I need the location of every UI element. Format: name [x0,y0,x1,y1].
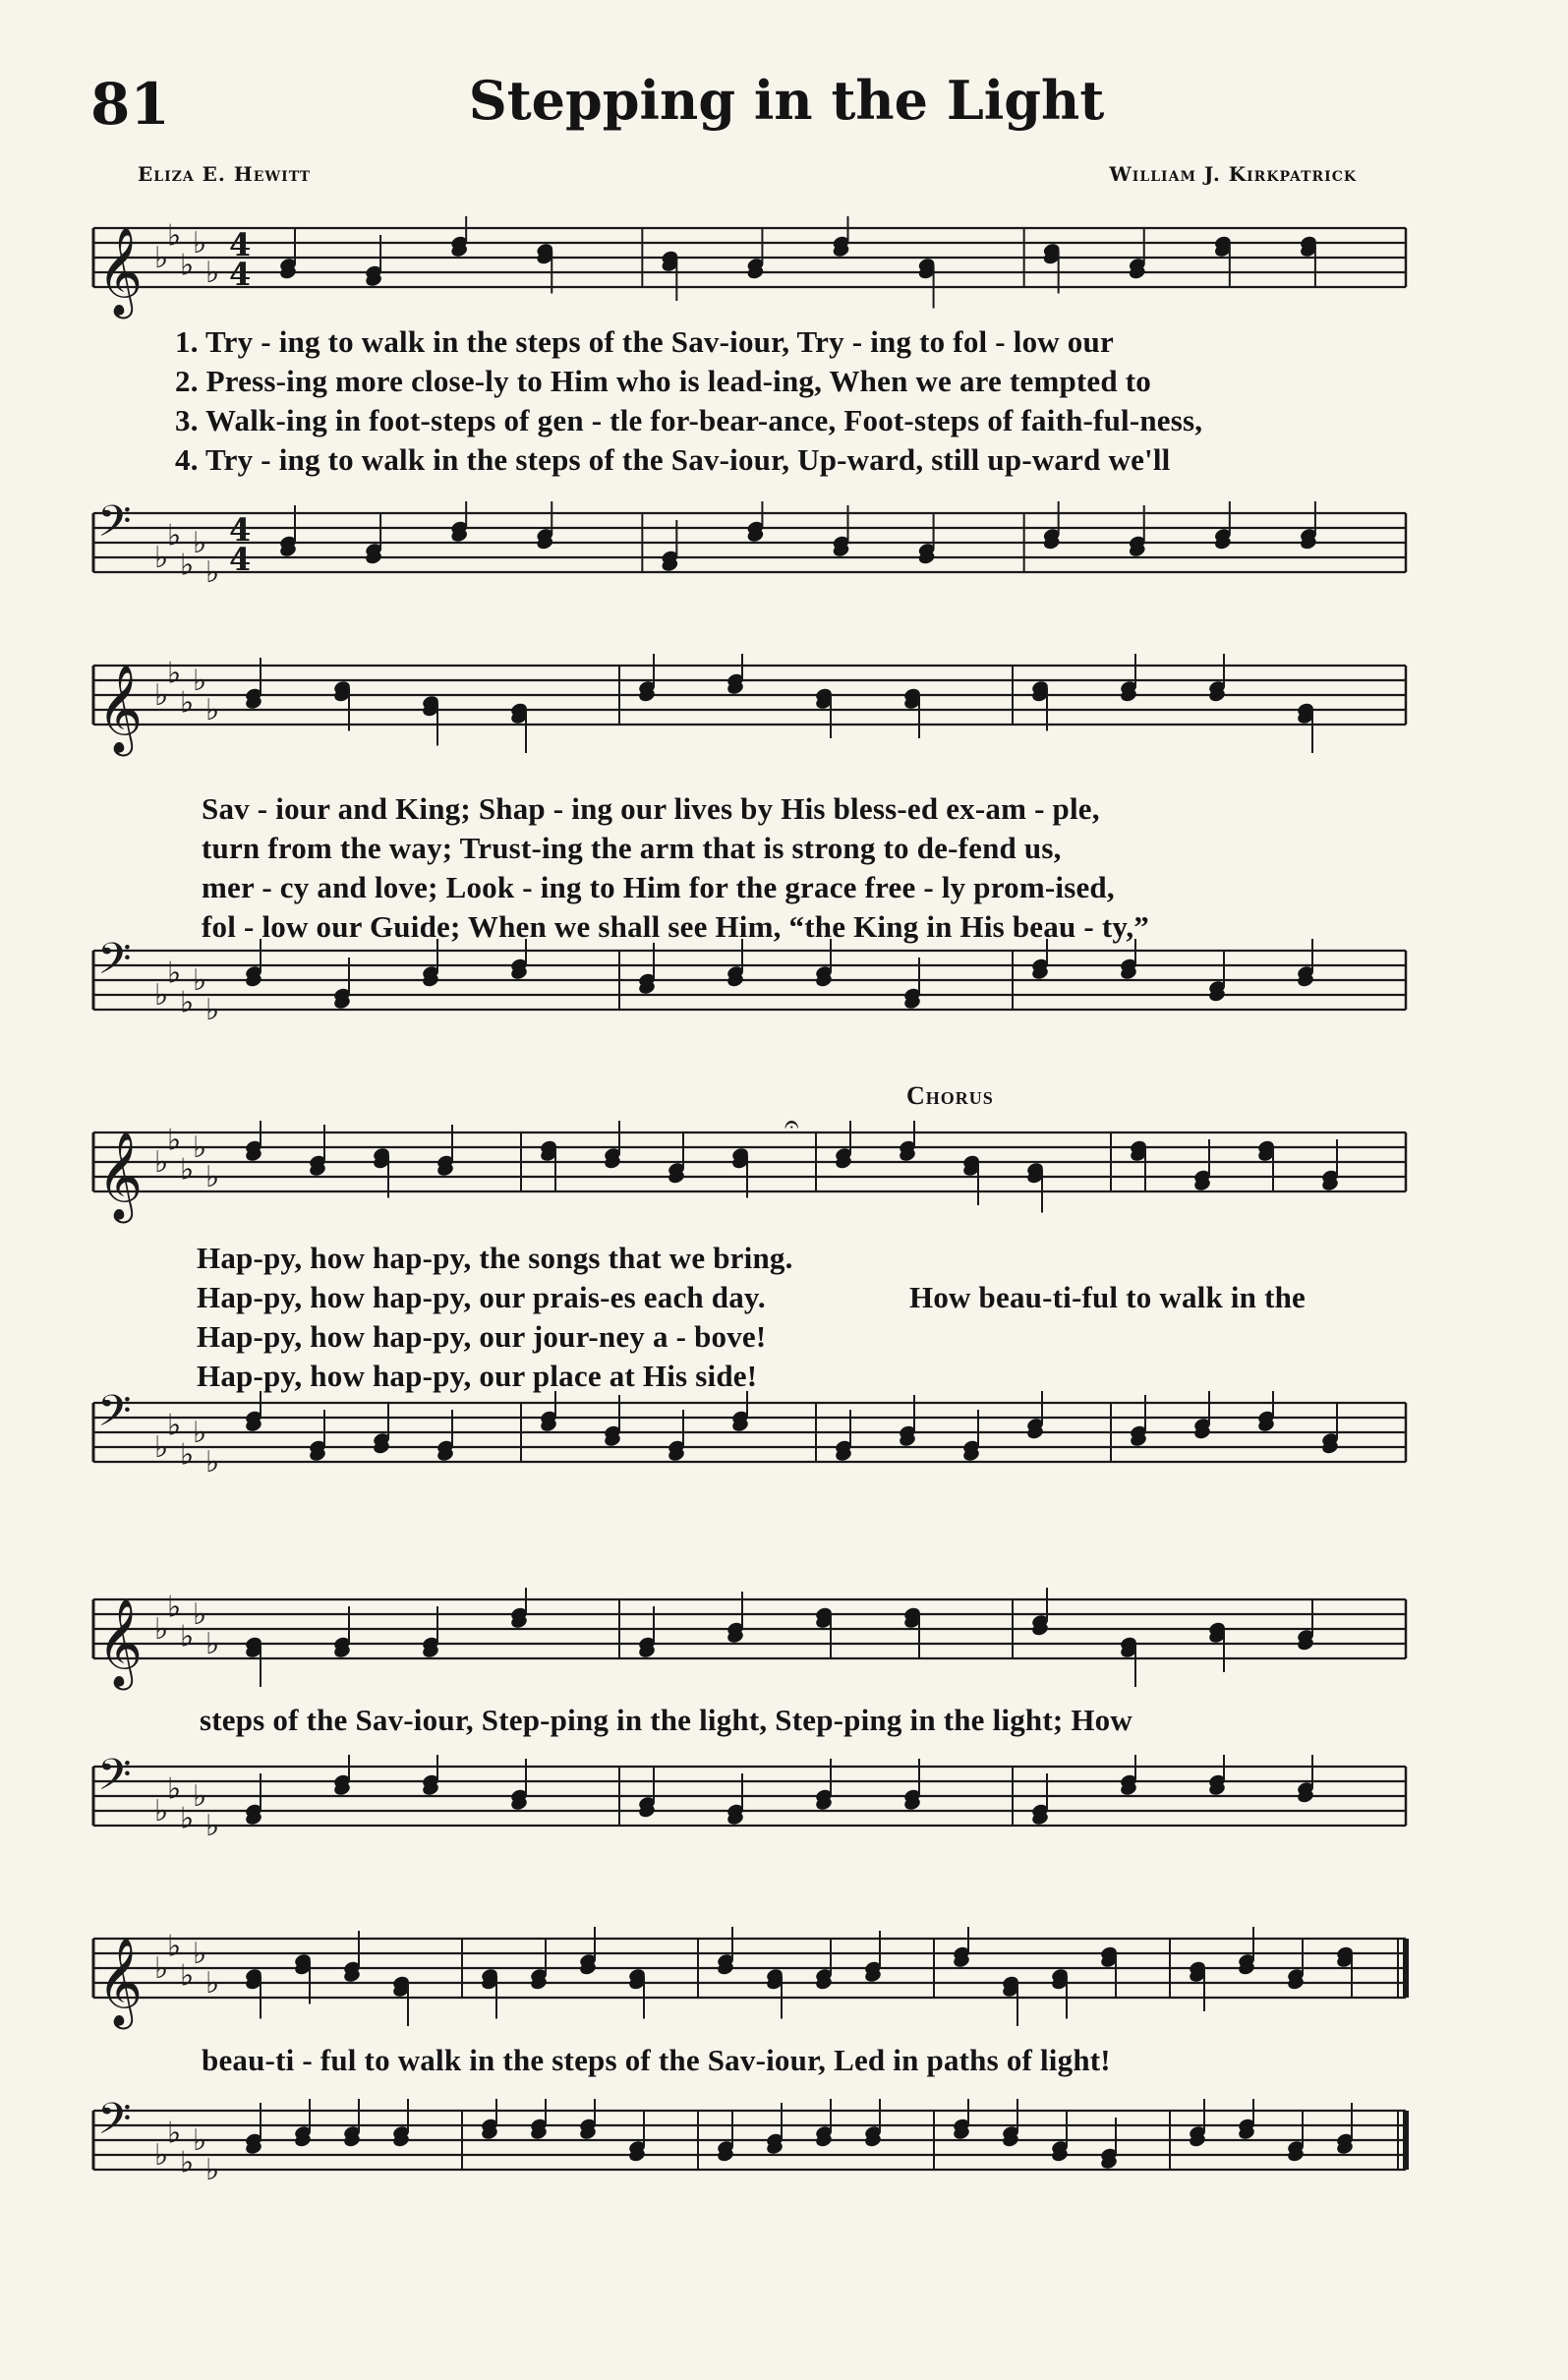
flat-icon: ♭ [180,1958,195,1994]
hymn-title: Stepping in the Light [468,69,1105,132]
flat-icon: ♭ [205,1445,220,1480]
flat-icon: ♭ [167,956,182,991]
flat-icon: ♭ [154,541,169,575]
flat-icon: ♭ [180,1619,195,1654]
flat-icon: ♭ [154,1951,169,1986]
flat-icon: ♭ [180,2145,195,2180]
flat-icon: ♭ [193,1131,207,1165]
lyric-line: Sav - iour and King; Shap - ing our lives by His bless-ed ex-am - ple, [202,791,1100,826]
flat-icon: ♭ [193,664,207,698]
flat-icon: ♭ [205,993,220,1027]
flat-icon: ♭ [167,1408,182,1443]
time-signature-digit: 4 [229,541,252,578]
treble-clef-icon: 𝄞 [97,665,144,753]
lyric-line: 2. Press-ing more close-ly to Him who is lead-ing, When we are tempted to [175,364,1152,398]
flat-icon: ♭ [193,226,207,261]
flat-icon: ♭ [167,218,182,254]
lyric-line: turn from the way; Trust-ing the arm that is strong to de-fend us, [202,831,1062,865]
hymn-number: 81 [90,71,170,138]
flat-icon: ♭ [167,1929,182,1964]
lyric-line: fol - low our Guide; When we shall see Him, “the King in His beau - ty,” [202,909,1149,944]
treble-staff-5 [0,1927,1568,2035]
lyric-line: Hap-py, how hap-py, our prais-es each day. [197,1280,766,1314]
flat-icon: ♭ [154,2138,169,2173]
flat-icon: ♭ [180,548,195,583]
composer-credit: William J. Kirkpatrick [1109,162,1357,186]
flat-icon: ♭ [193,1779,207,1814]
flat-icon: ♭ [205,1809,220,1843]
flat-icon: ♭ [205,1966,220,2001]
bass-staff-5 [0,2099,1568,2207]
flat-icon: ♭ [154,1430,169,1465]
bass-staff-1 [0,501,1568,610]
treble-clef-icon: 𝄞 [97,227,144,316]
time-signature-digit: 4 [229,226,252,263]
flat-icon: ♭ [154,241,169,275]
bass-clef-icon: 𝄢 [97,1391,132,1447]
flat-icon: ♭ [180,1801,195,1836]
treble-staff-2 [0,654,1568,762]
lyric-line: mer - cy and love; Look - ing to Him for the grace free - ly prom-ised, [202,870,1115,904]
flat-icon: ♭ [167,2116,182,2151]
fermata-icon: 𝄐 [784,1121,799,1139]
flat-icon: ♭ [167,656,182,691]
flat-icon: ♭ [154,978,169,1013]
lyric-line: Hap-py, how hap-py, our place at His side! [197,1359,758,1393]
flat-icon: ♭ [193,1597,207,1632]
treble-clef-icon: 𝄞 [97,1598,144,1687]
flat-icon: ♭ [205,256,220,290]
flat-icon: ♭ [180,985,195,1020]
lyric-line: Hap-py, how hap-py, our jour-ney a - bove! [197,1319,767,1354]
bass-staff-2 [0,939,1568,1047]
bass-clef-icon: 𝄢 [97,501,132,557]
flat-icon: ♭ [154,678,169,713]
treble-staff-4 [0,1588,1568,1696]
treble-clef-icon: 𝄞 [97,1132,144,1220]
flat-icon: ♭ [180,1437,195,1473]
bass-clef-icon: 𝄢 [97,2099,132,2155]
flat-icon: ♭ [205,693,220,727]
bass-staff-3 [0,1391,1568,1499]
flat-icon: ♭ [180,1152,195,1188]
flat-icon: ♭ [180,685,195,721]
bass-staff-4 [0,1755,1568,1863]
treble-staff-3 [0,1121,1568,1229]
lyric-line: beau-ti - ful to walk in the steps of the Sav-iour, Led in paths of light! [202,2043,1111,2077]
lyric-line: 3. Walk-ing in foot-steps of gen - tle for-bear-ance, Foot-steps of faith-ful-ness, [175,403,1203,437]
treble-staff-1 [0,216,1568,324]
flat-icon: ♭ [205,555,220,590]
flat-icon: ♭ [205,1627,220,1661]
flat-icon: ♭ [167,1123,182,1158]
flat-icon: ♭ [193,526,207,560]
flat-icon: ♭ [154,1794,169,1829]
flat-icon: ♭ [193,963,207,998]
flat-icon: ♭ [193,1937,207,1971]
time-signature-digit: 4 [229,256,252,293]
chorus-label: Chorus [906,1081,994,1110]
flat-icon: ♭ [154,1145,169,1180]
flat-icon: ♭ [180,248,195,283]
treble-clef-icon: 𝄞 [97,1938,144,2026]
lyric-line: steps of the Sav-iour, Step-ping in the light, Step-ping in the light; How [200,1703,1132,1737]
flat-icon: ♭ [167,1590,182,1625]
flat-icon: ♭ [167,518,182,553]
flat-icon: ♭ [154,1612,169,1647]
lyric-line: 1. Try - ing to walk in the steps of the Sav-iour, Try - ing to fol - low our [175,324,1114,359]
flat-icon: ♭ [205,1160,220,1194]
music-system-3 [0,1121,1568,1514]
author-credit: Eliza E. Hewitt [138,162,312,186]
flat-icon: ♭ [167,1771,182,1807]
lyric-line: Hap-py, how hap-py, the songs that we bring. [197,1241,793,1275]
bass-clef-icon: 𝄢 [97,939,132,995]
time-signature-digit: 4 [229,511,252,549]
chorus-lyric: How beau-ti-ful to walk in the [909,1280,1306,1314]
flat-icon: ♭ [205,2153,220,2187]
flat-icon: ♭ [193,2123,207,2158]
bass-clef-icon: 𝄢 [97,1755,132,1811]
flat-icon: ♭ [193,1416,207,1450]
lyric-line: 4. Try - ing to walk in the steps of the Sav-iour, Up-ward, still up-ward we'll [175,442,1171,477]
